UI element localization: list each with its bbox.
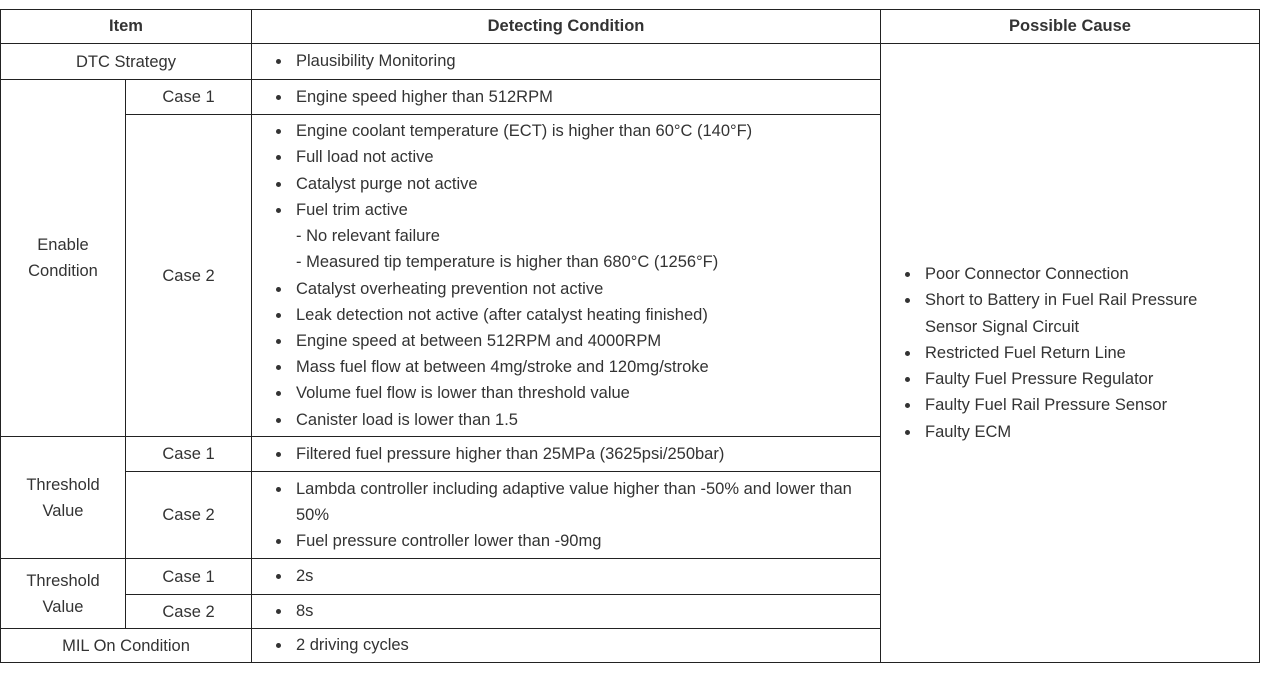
sub-item: - No relevant failure <box>296 227 440 246</box>
condition-cell <box>252 629 881 663</box>
list-item: Volume fuel flow is lower than threshold value <box>296 380 880 406</box>
list-item: Engine coolant temperature (ECT) is higher than 60°C (140°F) <box>296 118 880 144</box>
list-item: Catalyst purge not active <box>296 171 880 197</box>
list-item: Fuel trim active <box>296 197 880 223</box>
list-item: Fuel pressure controller lower than -90mg <box>296 528 860 554</box>
threshold-value-label <box>1 437 126 559</box>
condition-cell <box>252 559 881 595</box>
cause-item: Poor Connector Connection <box>925 261 1225 287</box>
cause-item: Restricted Fuel Return Line <box>925 340 1225 366</box>
case-label: Case 1 <box>126 437 252 472</box>
label-line: Threshold <box>26 475 100 494</box>
possible-cause-cell <box>881 44 1260 663</box>
list-item: Plausibility Monitoring <box>296 48 880 74</box>
list-item: 8s <box>296 598 880 624</box>
dtc-strategy-label: DTC Strategy <box>1 44 252 80</box>
list-item: Engine speed at between 512RPM and 4000RPM <box>296 328 880 354</box>
mil-on-condition-label: MIL On Condition <box>1 629 252 663</box>
condition-cell <box>252 437 881 472</box>
case-label: Case 2 <box>126 472 252 559</box>
cause-item: Faulty Fuel Pressure Regulator <box>925 366 1225 392</box>
cause-item: Faulty Fuel Rail Pressure Sensor <box>925 392 1225 418</box>
label-line: Threshold <box>26 571 100 590</box>
list-item: Engine speed higher than 512RPM <box>296 84 880 110</box>
header-possible-cause: Possible Cause <box>881 10 1260 44</box>
list-item: Lambda controller including adaptive value higher than -50% and lower than 50% <box>296 476 860 528</box>
dtc-strategy-cell <box>252 44 881 80</box>
cause-item: Short to Battery in Fuel Rail Pressure Sensor Signal Circuit <box>925 287 1225 339</box>
list-item: Mass fuel flow at between 4mg/stroke and 120mg/stroke <box>296 354 880 380</box>
case-label: Case 1 <box>126 80 252 115</box>
case-label: Case 1 <box>126 559 252 595</box>
list-item: Filtered fuel pressure higher than 25MPa (3625psi/250bar) <box>296 441 880 467</box>
table-row <box>1 44 1260 80</box>
label-line: Condition <box>28 262 98 280</box>
cause-item: Faulty ECM <box>925 419 1225 445</box>
threshold-value-2-label <box>1 559 126 629</box>
list-item: 2 driving cycles <box>296 632 880 658</box>
enable-condition-label <box>1 80 126 437</box>
list-item: Catalyst overheating prevention not active <box>296 276 880 302</box>
condition-cell <box>252 472 881 559</box>
case-label: Case 2 <box>126 595 252 629</box>
label-line: Enable <box>37 236 89 254</box>
condition-cell <box>252 115 881 437</box>
header-item: Item <box>1 10 252 44</box>
condition-cell <box>252 595 881 629</box>
label-line: Value <box>42 501 84 520</box>
sub-item: - Measured tip temperature is higher than 680°C (1256°F) <box>296 253 719 272</box>
list-item: Full load not active <box>296 144 880 170</box>
label-line: Value <box>42 597 84 616</box>
header-detecting-condition: Detecting Condition <box>252 10 881 44</box>
header-row <box>1 10 1260 44</box>
dtc-table <box>0 9 1260 663</box>
condition-cell <box>252 80 881 115</box>
list-item: 2s <box>296 563 880 589</box>
list-item: Canister load is lower than 1.5 <box>296 407 880 433</box>
case-label: Case 2 <box>126 115 252 437</box>
list-item: Leak detection not active (after catalyst heating finished) <box>296 302 880 328</box>
